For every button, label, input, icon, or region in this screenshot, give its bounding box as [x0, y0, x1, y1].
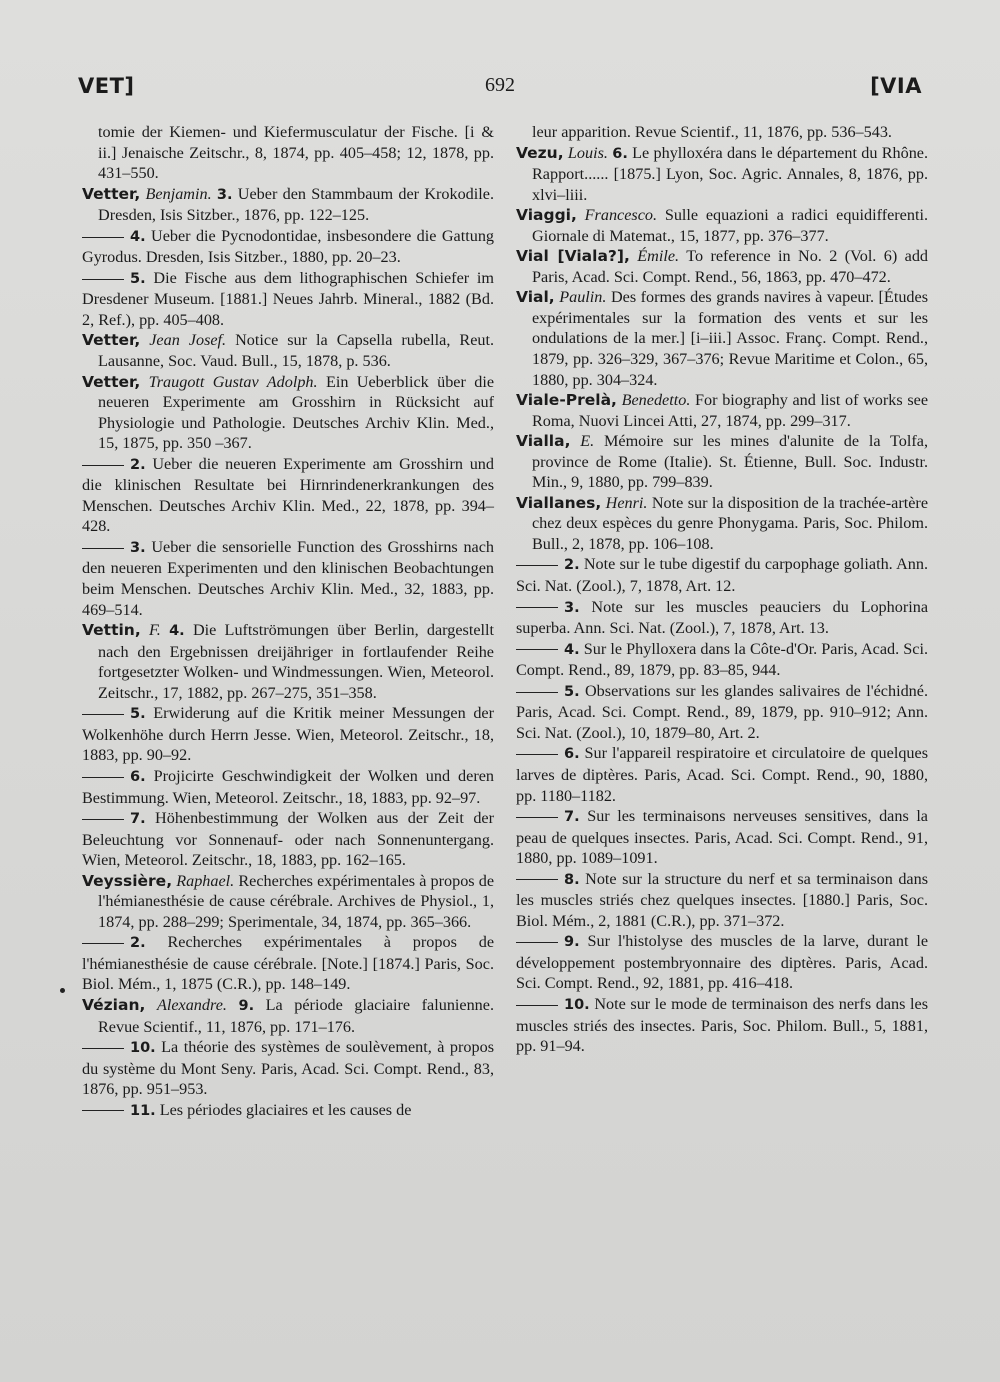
author-given-name: Paulin. [559, 288, 607, 307]
entry-text: Observations sur les glandes salivaires de l'échidné. Paris, Acad. Sci. Compt. Rend., 89, 1879, pp. 910–912; Ann. Sci. Nat. (Zool.), 10, 1879–80, Art. 2. [516, 681, 929, 742]
bibliography-entry [516, 287, 928, 390]
repeat-author-dash [516, 754, 558, 755]
bibliography-entry [516, 431, 928, 493]
bibliography-entry [82, 372, 494, 454]
repeat-author-dash [82, 548, 124, 549]
entry-text: Höhenbestimmung der Wolken aus der Zeit der Beleuchtung vor Sonnenauf- oder nach Sonnenuntergang. Wien, Meteorol. Zeitschr., 18, 1883, pp. 162–165. [82, 809, 495, 870]
entry-number: 6. [564, 746, 580, 763]
author-name: Vial, [516, 288, 555, 307]
bibliography-subentry [82, 1100, 494, 1122]
repeat-author-dash [516, 879, 558, 880]
author-name: Vetter, [82, 331, 141, 350]
author-name: Vial [Viala?], [516, 247, 630, 266]
entry-number: 5. [130, 706, 146, 723]
entry-number: 7. [564, 809, 580, 826]
author-given-name: E. [580, 432, 595, 451]
entry-text: Ueber die neueren Experimente am Grosshirn und die klinischen Resultate bei Hirnrindenerkrankungen des Menschen. Deutsches Archiv Klin. Med., 22, 1878, pp. 394–428. [82, 454, 494, 536]
repeat-author-dash [82, 1110, 124, 1111]
repeat-author-dash [82, 1048, 124, 1049]
bibliography-subentry [516, 994, 928, 1057]
left-column [82, 122, 494, 1121]
entry-text: Sulle equazioni a radici equidifferenti. Giornale di Matemat., 15, 1877, pp. 376–377. [532, 206, 929, 245]
bibliography-subentry [82, 454, 494, 537]
repeat-author-dash [82, 819, 124, 820]
entry-number: 4. [169, 623, 185, 640]
author-name: Vézian, [82, 995, 146, 1014]
repeat-author-dash [516, 942, 558, 943]
bibliography-subentry [82, 1037, 494, 1100]
author-name: Vetter, [82, 184, 141, 203]
entry-number: 7. [130, 811, 146, 828]
entry-text: Projicirte Geschwindigkeit der Wolken und deren Bestimmung. Wien, Meteorol. Zeitschr., 18, 1883, pp. 92–97. [82, 766, 494, 807]
author-name: Veyssière, [82, 871, 173, 890]
entry-continuation [82, 122, 494, 184]
entry-text: Ein Ueberblick über die neueren Experimente am Grosshirn in Rücksicht auf Physiologie und Pathologie. Deutsches Archiv Klin. Med., 15, 1875, pp. 350 –367. [98, 372, 495, 453]
entry-text: La théorie des systèmes de soulèvement, à propos du système du Mont Seny. Paris, Acad. Sci. Compt. Rend., 83, 1876, pp. 951–953. [82, 1038, 494, 1099]
bibliography-subentry [82, 268, 494, 331]
repeat-author-dash [82, 237, 124, 238]
repeat-author-dash [516, 565, 558, 566]
repeat-author-dash [516, 817, 558, 818]
running-head [78, 74, 922, 106]
bibliography-entry [82, 995, 494, 1037]
author-given-name: Jean Josef. [149, 331, 227, 350]
entry-text: leur apparition. Revue Scientif., 11, 1876, pp. 536–543. [532, 123, 892, 141]
bibliography-subentry [82, 808, 494, 871]
repeat-author-dash [516, 1005, 558, 1006]
bibliography-entry [82, 620, 494, 703]
author-name: Vetter, [82, 372, 141, 391]
bibliography-subentry [516, 931, 928, 994]
bibliography-subentry [516, 806, 928, 869]
repeat-author-dash [516, 692, 558, 693]
right-column [516, 122, 928, 1057]
bibliography-subentry [82, 226, 494, 268]
repeat-author-dash [82, 777, 124, 778]
bibliography-entry [82, 871, 494, 933]
entry-text: For biography and list of works see Roma, Nuovi Lincei Atti, 27, 1874, pp. 299–317. [532, 391, 929, 430]
author-name: Vettin, [82, 621, 141, 640]
repeat-author-dash [82, 943, 124, 944]
entry-number: 6. [612, 145, 628, 162]
entry-text: Le phylloxéra dans le département du Rhône. Rapport...... [1875.] Lyon, Soc. Agric. Annales, 8, 1876, pp. xlvi–liii. [532, 143, 929, 204]
entry-text: Ueber die Pycnodontidae, insbesondere die Gattung Gyrodus. Dresden, Isis Sitzber., 1880, pp. 20–23. [82, 226, 495, 267]
entry-number: 4. [564, 641, 580, 658]
entry-text: Erwiderung auf die Kritik meiner Messungen der Wolkenhöhe durch Herrn Jesse. Wien, Meteorol. Zeitschr., 18, 1883, pp. 90–92. [82, 704, 494, 765]
entry-number: 3. [216, 186, 233, 203]
entry-number: 2. [130, 935, 146, 952]
bibliography-subentry [516, 869, 928, 932]
entry-text: La période glaciaire falunienne. Revue Scientif., 11, 1876, pp. 171–176. [98, 995, 495, 1036]
entry-text: Ueber den Stammbaum der Krokodile. Dresden, Isis Sitzber., 1876, pp. 122–125. [98, 184, 495, 225]
entry-number: 9. [238, 997, 255, 1014]
margin-dot-mark [60, 988, 65, 993]
author-given-name: Francesco. [584, 206, 658, 225]
bibliography-entry [516, 143, 928, 206]
entry-text: Des formes des grands navires à vapeur. [Études expérimentales sur la formation des vents et sur les ondulations de la mer.] [i–iii.] Assoc. Franç. Compt. Rend., 1879, pp. 326–329, 367–376; Revue Maritime et Colon., 65, 1880, pp. 304–324. [532, 288, 928, 389]
entry-number: 5. [130, 270, 146, 287]
bibliography-subentry [82, 703, 494, 766]
entry-number: 5. [564, 683, 580, 700]
author-given-name: Raphael. [176, 871, 235, 890]
author-name: Viallanes, [516, 493, 602, 512]
entry-number: 2. [130, 456, 146, 473]
bibliography-subentry [516, 681, 928, 744]
bibliography-entry [82, 184, 494, 226]
author-given-name: Louis. [567, 143, 608, 162]
entry-text: Die Fische aus dem lithographischen Schiefer im Dresdener Museum. [1881.] Neues Jahrb. Mineral., 1882 (Bd. 2, Ref.), pp. 405–408. [82, 268, 495, 329]
header-right: [VIA [870, 74, 922, 98]
entry-text: Recherches expérimentales à propos de l'hémianesthésie de cause cérébrale. Archives de Physiol., 1, 1874, pp. 288–299; Sperimentale, 34, 1874, pp. 365–366. [98, 871, 495, 931]
entry-text: Mémoire sur les mines d'alunite de la Tolfa, province de Rome (Italie). St. Étienne, Bull. Soc. Industr. Min., 9, 1880, pp. 799–839. [532, 432, 929, 492]
entry-text: Les périodes glaciaires et les causes de [159, 1100, 412, 1119]
entry-text: Note sur la structure du nerf et sa terminaison dans les muscles striés chez quelques insectes. [1880.] Paris, Soc. Biol. Mém., 2, 1881 (C.R.), pp. 371–372. [516, 869, 928, 930]
author-given-name: Alexandre. [156, 995, 227, 1014]
entry-text: Sur le Phylloxera dans la Côte-d'Or. Paris, Acad. Sci. Compt. Rend., 89, 1879, pp. 83–85, 944. [516, 639, 929, 680]
entry-text: Notice sur la Capsella rubella, Reut. Lausanne, Soc. Vaud. Bull., 15, 1878, p. 536. [98, 331, 495, 371]
entry-number: 2. [564, 557, 580, 574]
bibliography-entry [516, 390, 928, 431]
bibliography-subentry [516, 554, 928, 596]
repeat-author-dash [82, 714, 124, 715]
author-given-name: Traugott Gustav Adolph. [148, 372, 318, 391]
bibliography-subentry [516, 743, 928, 806]
bibliography-subentry [82, 766, 494, 808]
page-number: 692 [485, 74, 515, 96]
entry-text: Note sur le mode de terminaison des nerfs dans les muscles striés des insectes. Paris, Soc. Philom. Bull., 5, 1881, pp. 91–94. [516, 994, 929, 1056]
author-name: Vialla, [516, 432, 571, 451]
bibliography-subentry [516, 639, 928, 681]
repeat-author-dash [82, 465, 124, 466]
entry-number: 10. [564, 996, 590, 1013]
entry-number: 11. [130, 1102, 156, 1119]
entry-number: 3. [130, 539, 146, 556]
entry-number: 8. [564, 871, 580, 888]
entry-number: 4. [130, 228, 146, 245]
entry-number: 9. [564, 934, 580, 951]
bibliography-subentry [516, 597, 928, 639]
author-given-name: Benjamin. [145, 184, 212, 203]
entry-text: Ueber die sensorielle Function des Grosshirns nach den neueren Experimenten und den klinischen Beobachtungen beim Menschen. Deutsches Archiv Klin. Med., 32, 1883, pp. 469–514. [82, 537, 494, 619]
entry-text: Note sur la disposition de la trachée-artère chez deux espèces du genre Phonygama. Paris, Soc. Philom. Bull., 2, 1878, pp. 106–108. [532, 493, 929, 553]
author-given-name: Émile. [637, 247, 680, 266]
entry-continuation [516, 122, 928, 143]
author-name: Viaggi, [516, 206, 577, 225]
bibliography-entry [516, 205, 928, 246]
author-name: Vezu, [516, 143, 564, 162]
repeat-author-dash [516, 649, 558, 650]
bibliography-subentry [82, 537, 494, 620]
bibliography-entry [516, 246, 928, 287]
entry-text: Recherches expérimentales à propos de l'hémianesthésie de cause cérébrale. [Note.] [1874.] Paris, Soc. Biol. Mém., 1, 1875 (C.R.), pp. 148–149. [82, 933, 494, 994]
entry-number: 6. [130, 768, 146, 785]
entry-text: To reference in No. 2 (Vol. 6) add Paris, Acad. Sci. Compt. Rend., 56, 1863, pp. 470–472. [532, 247, 929, 286]
repeat-author-dash [516, 607, 558, 608]
entry-number: 3. [564, 599, 580, 616]
bibliography-entry [82, 330, 494, 371]
entry-text: Sur l'appareil respiratoire et circulatoire de quelques larves de diptères. Paris, Acad. Sci. Compt. Rend., 90, 1880, pp. 1180–1182. [516, 744, 928, 805]
entry-text: Die Luftströmungen über Berlin, dargestellt nach den Ergebnissen dreijähriger in fortlaufender Reihe fortgesetzter Wolken- und Windmessungen. Wien, Meteorol. Zeitschr., 17, 1882, pp. 267–275, 351–358. [98, 621, 495, 702]
entry-text: Sur les terminaisons nerveuses sensitives, dans la peau de quelques insectes. Paris, Acad. Sci. Compt. Rend., 91, 1880, pp. 1089–1091. [516, 807, 928, 868]
entry-text: Note sur les muscles peauciers du Lophorina superba. Ann. Sci. Nat. (Zool.), 7, 1878, Art. 13. [516, 597, 929, 638]
repeat-author-dash [82, 279, 124, 280]
author-given-name: Benedetto. [621, 391, 691, 410]
author-given-name: F. [148, 621, 161, 640]
bibliography-entry [516, 493, 928, 555]
header-left: VET] [78, 74, 135, 98]
bibliography-subentry [82, 932, 494, 995]
author-name: Viale-Prelà, [516, 391, 617, 410]
entry-number: 10. [130, 1040, 156, 1057]
entry-text: tomie der Kiemen- und Kiefermusculatur der Fische. [i & ii.] Jenaische Zeitschr., 8, 1874, pp. 405–458; 12, 1878, pp. 431–550. [98, 123, 494, 183]
entry-text: Sur l'histolyse des muscles de la larve, durant le développement postembryonnaire des diptères. Paris, Acad. Sci. Compt. Rend., 92, 1881, pp. 416–418. [516, 932, 928, 993]
entry-text: Note sur le tube digestif du carpophage goliath. Ann. Sci. Nat. (Zool.), 7, 1878, Art. 12. [516, 555, 928, 596]
author-given-name: Henri. [605, 493, 648, 512]
